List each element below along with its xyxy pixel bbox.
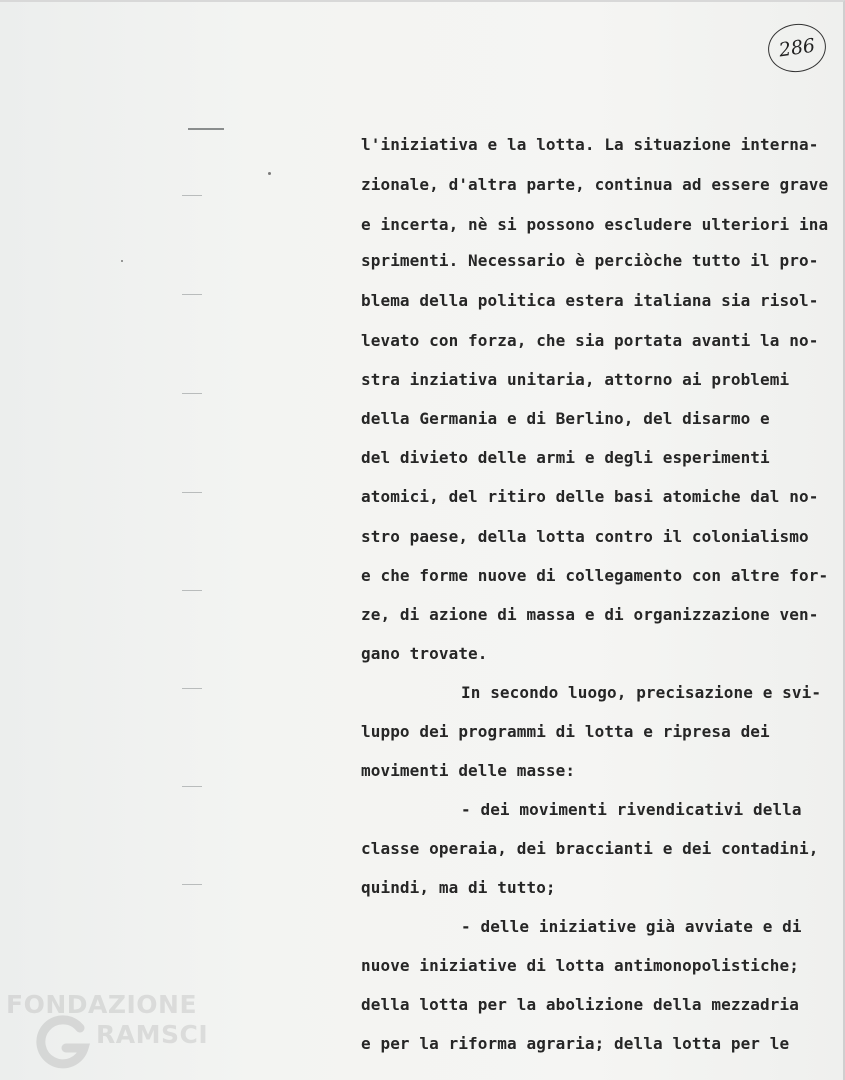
page-number-circled bbox=[765, 20, 829, 76]
text-line-15: In secondo luogo, precisazione e svi- bbox=[461, 683, 822, 702]
text-line-8: della Germania e di Berlino, del disarmo e bbox=[361, 409, 770, 428]
text-line-5: blema della politica estera italiana sia risol- bbox=[361, 291, 819, 310]
text-line-10: atomici, del ritiro delle basi atomiche dal no- bbox=[361, 487, 819, 506]
text-line-2: zionale, d'altra parte, continua ad essere grave bbox=[361, 175, 829, 194]
margin-mark bbox=[182, 688, 202, 689]
paper-speck bbox=[121, 260, 123, 262]
text-line-22: nuove iniziative di lotta antimonopolistiche; bbox=[361, 956, 799, 975]
text-line-3: e incerta, nè si possono escludere ulteriori ina bbox=[361, 215, 829, 234]
text-line-13: ze, di azione di massa e di organizzazione ven- bbox=[361, 605, 819, 624]
text-line-21: - delle iniziative già avviate e di bbox=[461, 917, 802, 936]
text-line-17: movimenti delle masse: bbox=[361, 761, 576, 780]
text-line-9: del divieto delle armi e degli esperimenti bbox=[361, 448, 770, 467]
text-line-11: stro paese, della lotta contro il colonialismo bbox=[361, 527, 809, 546]
text-line-19: classe operaia, dei braccianti e dei contadini, bbox=[361, 839, 819, 858]
watermark-line-1: FONDAZIONE bbox=[6, 990, 198, 1019]
text-line-6: levato con forza, che sia portata avanti la no- bbox=[361, 331, 819, 350]
paper-speck bbox=[268, 172, 271, 175]
text-line-24: e per la riforma agraria; della lotta per le bbox=[361, 1034, 790, 1053]
text-line-14: gano trovate. bbox=[361, 644, 488, 663]
text-line-16: luppo dei programmi di lotta e ripresa dei bbox=[361, 722, 770, 741]
text-line-1: l'iniziativa e la lotta. La situazione interna- bbox=[361, 135, 819, 154]
margin-mark bbox=[182, 294, 202, 295]
margin-mark bbox=[188, 128, 224, 130]
text-line-4: sprimenti. Necessario è perciòche tutto il pro- bbox=[361, 251, 819, 270]
text-line-7: stra inziativa unitaria, attorno ai problemi bbox=[361, 370, 790, 389]
margin-mark bbox=[182, 393, 202, 394]
watermark-g-logo-icon bbox=[36, 1014, 92, 1070]
margin-mark bbox=[182, 492, 202, 493]
watermark-line-2: RAMSCI bbox=[96, 1020, 209, 1049]
text-line-20: quindi, ma di tutto; bbox=[361, 878, 556, 897]
margin-mark bbox=[182, 195, 202, 196]
page-number-text: 286 bbox=[777, 34, 817, 62]
margin-mark bbox=[182, 786, 202, 787]
archive-watermark bbox=[0, 990, 220, 1074]
margin-mark bbox=[182, 884, 202, 885]
text-line-18: - dei movimenti rivendicativi della bbox=[461, 800, 802, 819]
margin-mark bbox=[182, 590, 202, 591]
text-line-23: della lotta per la abolizione della mezzadria bbox=[361, 995, 799, 1014]
text-line-12: e che forme nuove di collegamento con altre for- bbox=[361, 566, 829, 585]
